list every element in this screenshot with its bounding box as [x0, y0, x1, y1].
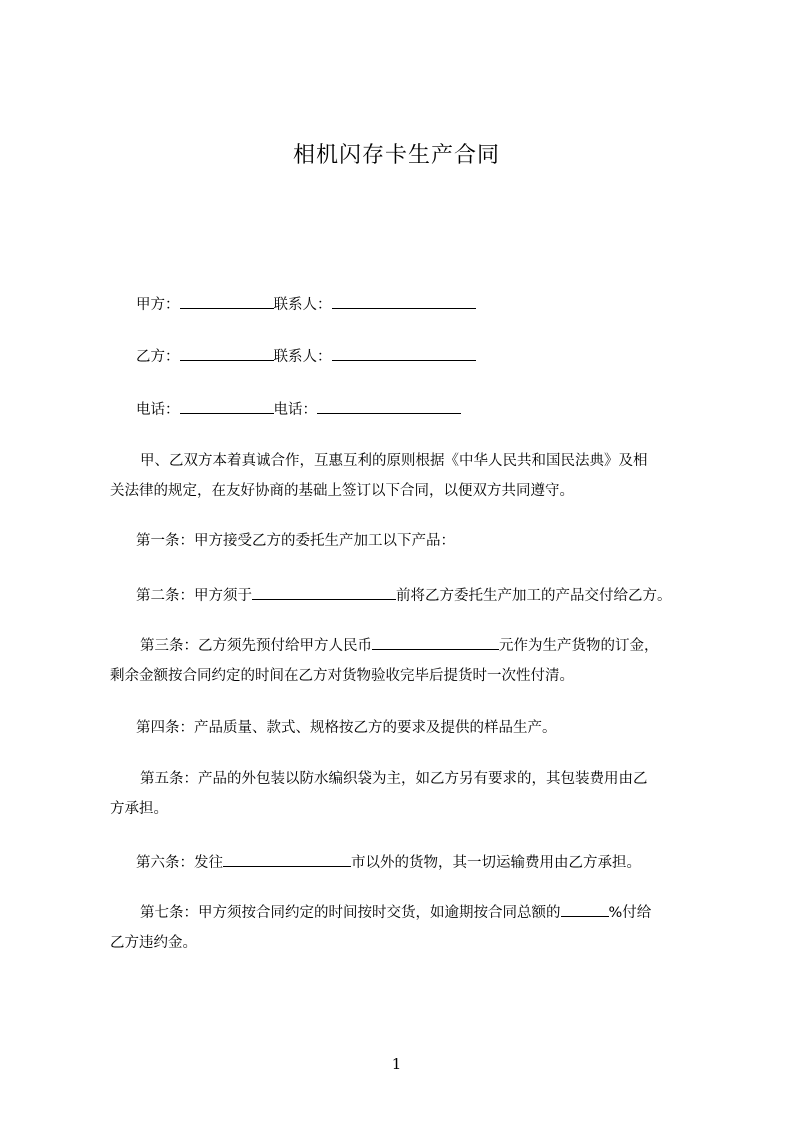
phone-line [136, 398, 461, 420]
article-3-amount-blank[interactable] [372, 634, 499, 650]
phone-b-label: 电话： [273, 402, 317, 418]
article-3-prefix: 第三条：乙方须先预付给甲方人民币 [140, 638, 372, 654]
article-3-line-2: 剩余金额按合同约定的时间在乙方对货物验收完毕后提货时一次性付清。 [110, 668, 574, 684]
article-7 [110, 898, 716, 958]
article-5-line-1: 第五条：产品的外包装以防水编织袋为主，如乙方另有要求的，其包装费用由乙 [140, 771, 648, 787]
article-7-line-2: 乙方违约金。 [110, 935, 197, 951]
article-2 [136, 584, 672, 606]
page-number: 1 [391, 1055, 402, 1073]
party-b-contact-blank[interactable] [332, 345, 476, 361]
article-3-suffix: 元作为生产货物的订金， [499, 638, 659, 654]
article-4: 第四条：产品质量、款式、规格按乙方的要求及提供的样品生产。 [136, 720, 557, 736]
article-3 [110, 631, 716, 691]
phone-b-blank[interactable] [317, 398, 461, 414]
party-a-label: 甲方： [136, 297, 180, 313]
article-5 [110, 764, 716, 824]
article-7-suffix: %付给 [608, 905, 652, 921]
party-a-blank[interactable] [180, 293, 274, 309]
party-b-line [136, 345, 476, 367]
article-2-date-blank[interactable] [252, 584, 396, 600]
party-a-contact-blank[interactable] [332, 293, 476, 309]
party-b-contact-label: 联系人： [273, 349, 332, 365]
party-b-blank[interactable] [180, 345, 274, 361]
party-b-label: 乙方： [136, 349, 180, 365]
article-6 [136, 851, 641, 873]
article-6-prefix: 第六条：发往 [136, 855, 223, 871]
article-1: 第一条：甲方接受乙方的委托生产加工以下产品： [136, 533, 455, 549]
intro-line-1: 甲、乙双方本着真诚合作，互惠互利的原则根据《中华人民共和国民法典》及相 [140, 453, 648, 469]
phone-a-blank[interactable] [180, 398, 274, 414]
article-6-city-blank[interactable] [223, 851, 351, 867]
article-2-prefix: 第二条：甲方须于 [136, 588, 252, 604]
intro-paragraph [110, 446, 716, 506]
article-5-line-2: 方承担。 [110, 801, 168, 817]
article-7-prefix: 第七条：甲方须按合同约定的时间按时交货，如逾期按合同总额的 [140, 905, 561, 921]
party-a-line [136, 293, 476, 315]
party-a-contact-label: 联系人： [273, 297, 332, 313]
intro-line-2: 关法律的规定，在友好协商的基础上签订以下合同，以便双方共同遵守。 [110, 483, 574, 499]
article-3-line-1 [136, 631, 716, 661]
article-6-suffix: 市以外的货物，其一切运输费用由乙方承担。 [351, 855, 641, 871]
phone-a-label: 电话： [136, 402, 180, 418]
article-2-suffix: 前将乙方委托生产加工的产品交付给乙方。 [396, 588, 672, 604]
article-7-percent-blank[interactable] [561, 901, 609, 917]
page-title: 相机闪存卡生产合同 [292, 143, 500, 168]
article-7-line-1 [136, 898, 716, 928]
